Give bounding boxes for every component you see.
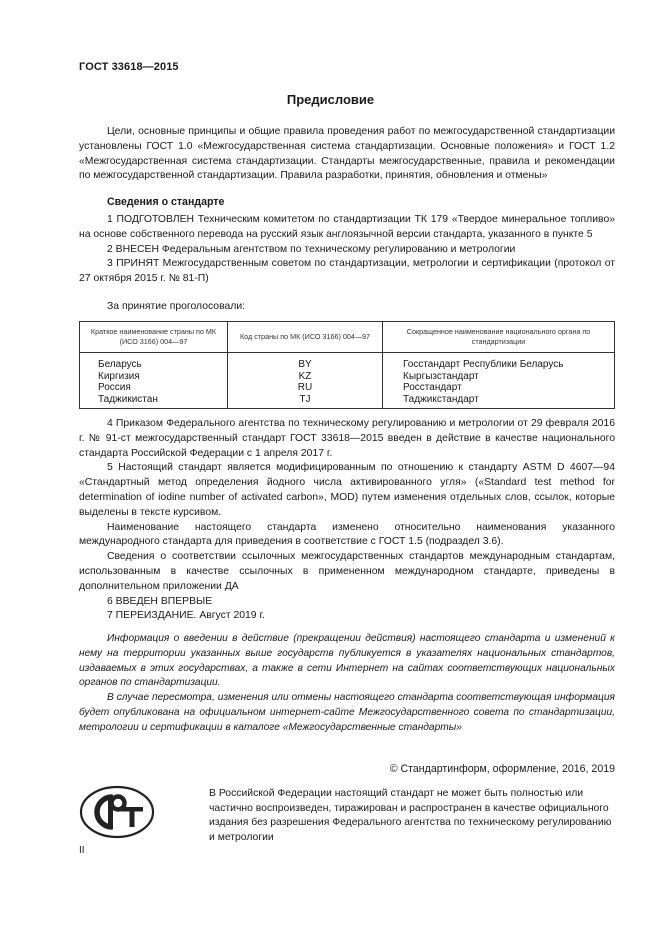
item-3-paragraph: 3 ПРИНЯТ Межгосударственным советом по стандартизации, метрологии и сертификации (протокол от 27 октября 2015 г. № 81-П) — [79, 258, 615, 285]
org-cell: Таджикстандарт — [383, 394, 615, 409]
header-code: Код страны по МК (ИСО 3166) 004—97 — [228, 322, 383, 353]
standard-header: ГОСТ 33618—2015 — [79, 61, 179, 73]
table-row — [80, 394, 615, 409]
item-2-paragraph: 2 ВНЕСЕН Федеральным агентством по техническому регулированию и метрологии — [107, 243, 516, 255]
country-cell: Беларусь — [80, 353, 228, 371]
item-4-paragraph: 4 Приказом Федерального агентства по техническому регулированию и метрологии от 29 февраля 2016 г. № 91-ст межгосударственный стандарт ГОСТ 33618—2015 введен в действие в качестве национального стандарта Российской Федерации с 1 апреля 2017 г. — [79, 418, 615, 459]
rf-notice — [209, 787, 615, 845]
country-cell: Россия — [80, 382, 228, 394]
country-cell: Таджикистан — [80, 394, 228, 409]
table-row — [80, 382, 615, 394]
title-change-paragraph: Наименование настоящего стандарта изменено относительно наименования указанного международного стандарта для приведения в соответствие с ГОСТ 1.5 (подраздел 3.6). — [79, 521, 615, 548]
copyright-line: © Стандартинформ, оформление, 2016, 2019 — [389, 763, 615, 775]
table-row — [80, 353, 615, 371]
item-5-paragraph: 5 Настоящий стандарт является модифицированным по отношению к стандарту ASTM D 4607—94 «Стандартный метод определения йодного числа активированного угля» («Standard test method for determination of iodine number of activated carbon», MOD) путем изменения отдельных слов, ссылок, которые выделены в тексте курсивом. — [79, 462, 615, 518]
italic-note-paragraph: В случае пересмотра, изменения или отмены настоящего стандарта соответствующая информация будет опубликована на официальном интернет-сайте Межгосударственного совета по стандартизации, метрологии и сертификации в каталоге «Межгосударственные стандарты» — [79, 692, 615, 733]
org-cell: Госстандарт Республики Беларусь — [383, 353, 615, 371]
org-cell: Кыргызстандарт — [383, 371, 615, 383]
header-country: Краткое наименование страны по МК (ИСО 3166) 004—97 — [80, 322, 228, 353]
voted-label: За принятие проголосовали: — [107, 301, 246, 312]
page-title: Предисловие — [286, 92, 375, 107]
code-cell: RU — [228, 382, 383, 394]
header-org: Сокращенное наименование национального органа по стандартизации — [383, 322, 615, 353]
item-6-paragraph: 6 ВВЕДЕН ВПЕРВЫЕ — [107, 595, 213, 607]
italic-notes-block — [79, 632, 615, 736]
items-bottom-block — [79, 417, 615, 624]
table-header-row — [80, 322, 615, 353]
table-row — [80, 371, 615, 383]
org-cell: Росстандарт — [383, 382, 615, 394]
rf-notice-text: В Российской Федерации настоящий стандарт не может быть полностью или частично воспроизведен, тиражирован и распространен в качестве официального издания без разрешения Федерального агентства по техническому регулированию и метрологии — [209, 788, 612, 843]
info-heading: Сведения о стандарте — [107, 196, 225, 208]
code-cell: BY — [228, 353, 383, 371]
states-table — [79, 321, 615, 409]
item-1-paragraph: 1 ПОДГОТОВЛЕН Техническим комитетом по стандартизации ТК 179 «Твердое минеральное топливо» на основе собственного перевода на русский язык англоязычной версии стандарта, указанного в пункте 5 — [79, 214, 615, 240]
rst-logo-icon — [78, 784, 156, 840]
code-cell: KZ — [228, 371, 383, 383]
intro-block — [79, 125, 615, 184]
item-7-paragraph: 7 ПЕРЕИЗДАНИЕ. Август 2019 г. — [107, 610, 265, 622]
items-top-block — [79, 213, 615, 287]
references-paragraph: Сведения о соответствии ссылочных межгосударственных стандартов международным стандартам, использованным в качестве ссылочных в примененном международном стандарте, приведены в дополнительном приложении ДА — [79, 551, 615, 592]
country-cell: Киргизия — [80, 371, 228, 383]
intro-paragraph: Цели, основные принципы и общие правила проведения работ по межгосударственной стандартизации установлены ГОСТ 1.0 «Межгосударственная система стандартизации. Основные положения» и ГОСТ 1.2 «Межгосударственная система стандартизации. Стандарты межгосударственные, правила и рекомендации по межгосударственной стандартизации. Правила разработки, принятия, обновления и отмены» — [79, 126, 615, 182]
code-cell: TJ — [228, 394, 383, 409]
page-number: II — [79, 845, 85, 856]
italic-note-paragraph: Информация о введении в действие (прекращении действия) настоящего стандарта и изменений к нему на территории указанных выше государств публикуется в указателях национальных стандартов, издаваемых в этих государствах, а также в сети Интернет на сайтах соответствующих национальных органов по стандартизации. — [79, 633, 615, 689]
